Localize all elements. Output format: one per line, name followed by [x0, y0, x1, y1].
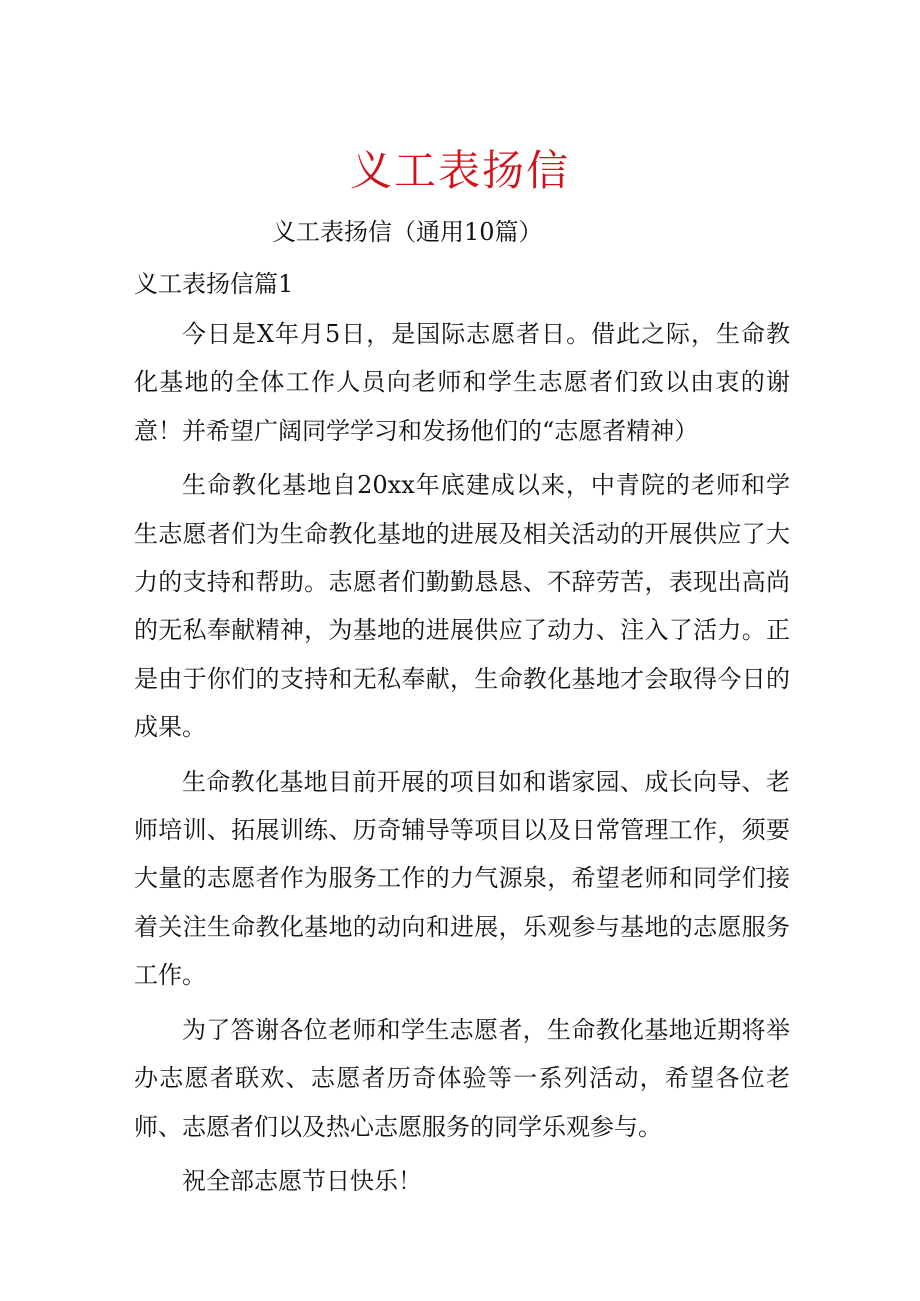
section-heading: 义工表扬信篇1	[134, 270, 294, 298]
letter-body	[134, 310, 790, 1211]
paragraph: 今日是X年月5日，是国际志愿者日。借此之际，生命教化基地的全体工作人员向老师和学生志愿者们致以由衷的谢意！并希望广阔同学学习和发扬他们的“志愿者精神）	[134, 320, 790, 445]
paragraph: 祝全部志愿节日快乐！	[182, 1166, 422, 1195]
paragraph: 生命教化基地目前开展的项目如和谐家园、成长向导、老师培训、拓展训练、历奇辅导等项目以及日常管理工作，须要大量的志愿者作为服务工作的力气源泉，希望老师和同学们接着关注生命教化基地的动向和进展，乐观参与基地的志愿服务工作。	[134, 767, 790, 990]
document-subtitle: 义工表扬信（通用10篇）	[272, 218, 543, 246]
paragraph: 为了答谢各位老师和学生志愿者，生命教化基地近期将举办志愿者联欢、志愿者历奇体验等一系列活动，希望各位老师、志愿者们以及热心志愿服务的同学乐观参与。	[134, 1015, 790, 1141]
paragraph: 生命教化基地自20xx年底建成以来，中青院的老师和学生志愿者们为生命教化基地的进展及相关活动的开展供应了大力的支持和帮助。志愿者们勤勤恳恳、不辞劳苦，表现出高尚的无私奉献精神，为基地的进展供应了动力、注入了活力。正是由于你们的支持和无私奉献，生命教化基地才会取得今日的成果。	[134, 471, 790, 742]
document-title: 义工表扬信	[349, 146, 570, 195]
